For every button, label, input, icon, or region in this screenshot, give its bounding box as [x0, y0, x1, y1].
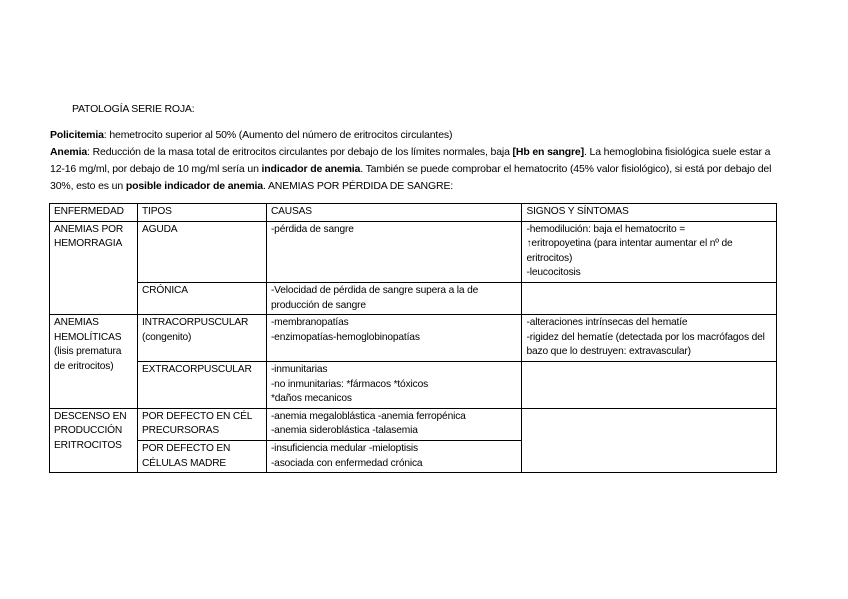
cell-causas-celulas-madre: -insuficiencia medular -mieloptisis -asociada con enfermedad crónica [266, 440, 522, 472]
cell-tipo-extracorpuscular: EXTRACORPUSCULAR [137, 361, 266, 408]
header-causas: CAUSAS [266, 204, 522, 222]
intro-paragraph [50, 127, 780, 195]
cell-tipo-celulas-madre: POR DEFECTO EN CÉLULAS MADRE [137, 440, 266, 472]
table-header-row [50, 204, 777, 222]
cell-tipo-intracorpuscular: INTRACORPUSCULAR (congenito) [137, 315, 266, 362]
cell-tipo-precursoras: POR DEFECTO EN CÉL PRECURSORAS [137, 408, 266, 440]
policitemia-term: Policitemia [50, 129, 104, 141]
anemia-text-4: . ANEMIAS POR PÉRDIDA DE SANGRE: [262, 180, 454, 192]
cell-causas-extracorpuscular: -inmunitarias -no inmunitarias: *fármacos *tóxicos *daños mecanicos [266, 361, 522, 408]
page-title: PATOLOGÍA SERIE ROJA: [72, 103, 195, 115]
cell-tipo-aguda: AGUDA [137, 221, 266, 282]
cell-signos-cronica [522, 282, 777, 314]
cell-enfermedad-hemoliticas: ANEMIAS HEMOLÍTICAS (lisis prematura de eritrocitos) [50, 315, 138, 409]
anemia-bold-1: [Hb en sangre] [512, 146, 584, 158]
cell-tipo-cronica: CRÓNICA [137, 282, 266, 314]
cell-causas-intracorpuscular: -membranopatías -enzimopatías-hemoglobinopatías [266, 315, 522, 362]
policitemia-definition [50, 127, 780, 144]
header-signos: SIGNOS Y SÍNTOMAS [522, 204, 777, 222]
cell-signos-intracorpuscular: -alteraciones intrínsecas del hematíe -rigidez del hematíe (detectada por los macrófagos del bazo que lo destruyen: extravascular) [522, 315, 777, 362]
table-row [50, 315, 777, 362]
table-row [50, 282, 777, 314]
anemias-table [49, 203, 777, 473]
anemia-text-3: . También se puede comprobar el hematocrito (45% valor fisiológico), si está por debajo del 30%, esto es un [50, 163, 772, 192]
cell-signos-extracorpuscular [522, 361, 777, 408]
table-row [50, 361, 777, 408]
cell-signos-descenso [522, 408, 777, 472]
cell-causas-precursoras: -anemia megaloblástica -anemia ferropénica -anemia sideroblástica -talasemia [266, 408, 522, 440]
anemia-bold-2: indicador de anemia [261, 163, 361, 175]
table-row [50, 408, 777, 440]
policitemia-text: : hemetrocito superior al 50% (Aumento del número de eritrocitos circulantes) [103, 129, 453, 141]
anemia-term: Anemia [50, 146, 88, 158]
table-row [50, 221, 777, 282]
anemia-bold-3: posible indicador de anemia [125, 180, 263, 192]
cell-causas-cronica: -Velocidad de pérdida de sangre supera a la de producción de sangre [266, 282, 522, 314]
anemia-text-1: : Reducción de la masa total de eritrocitos circulantes por debajo de los límites normales, baja [87, 146, 513, 158]
cell-enfermedad-descenso: DESCENSO EN PRODUCCIÓN ERITROCITOS [50, 408, 138, 472]
anemia-text-2: . La hemoglobina fisiológica suele estar a 12-16 mg/ml, por debajo de 10 mg/ml sería un [50, 146, 771, 175]
header-enfermedad: ENFERMEDAD [50, 204, 138, 222]
header-tipos: TIPOS [137, 204, 266, 222]
cell-enfermedad-hemorragia: ANEMIAS POR HEMORRAGIA [50, 221, 138, 315]
cell-signos-aguda: -hemodilución: baja el hematocrito = ↑eritropoyetina (para intentar aumentar el nº de eritrocitos) -leucocitosis [522, 221, 777, 282]
cell-causas-aguda: -pérdida de sangre [266, 221, 522, 282]
anemia-definition [50, 144, 780, 195]
